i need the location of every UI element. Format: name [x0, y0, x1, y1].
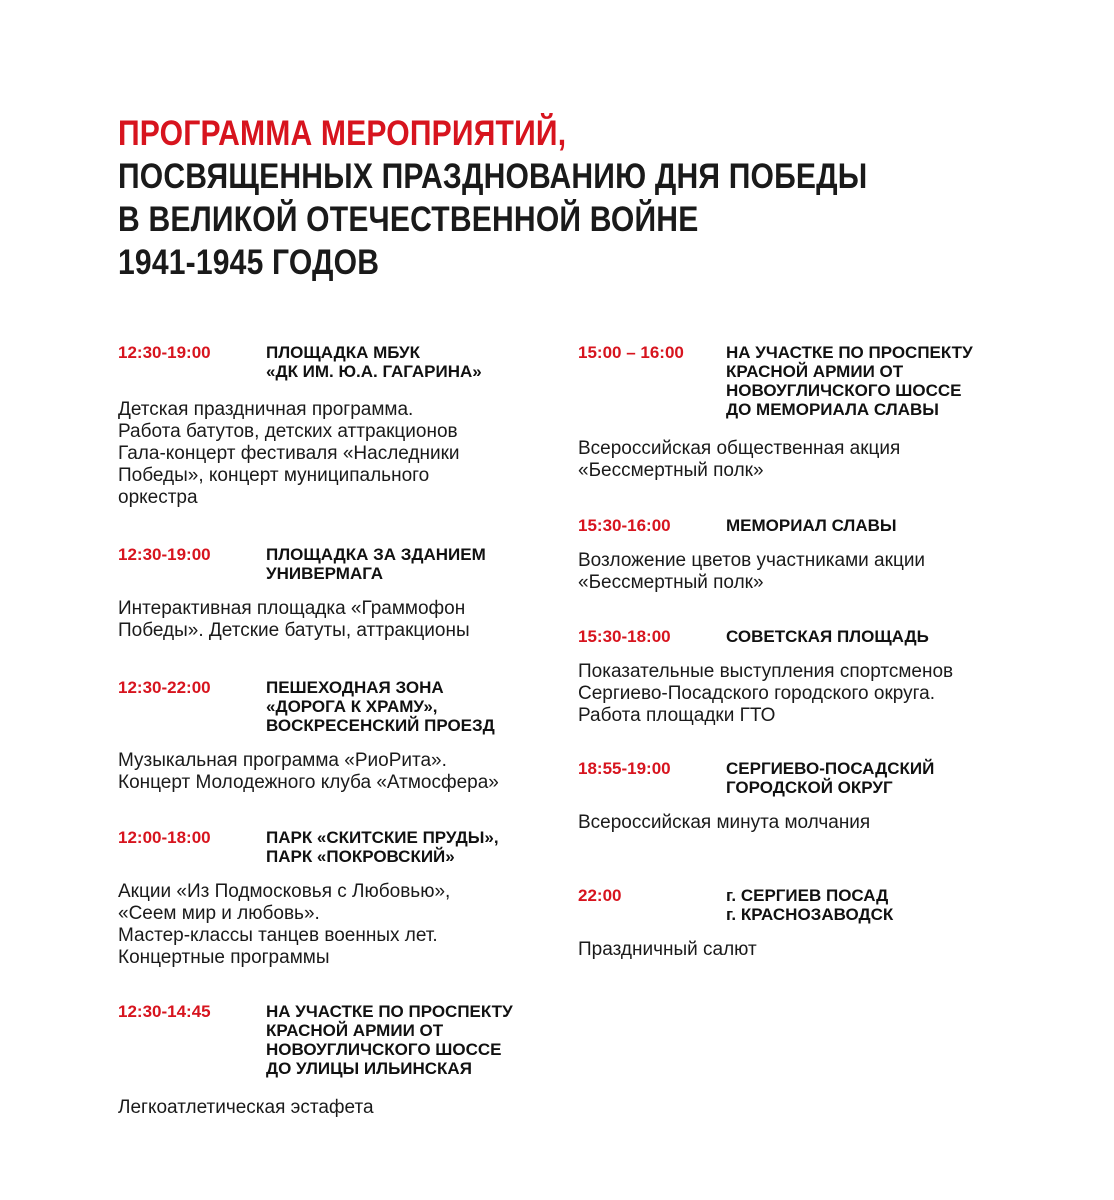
event-place: НА УЧАСТКЕ ПО ПРОСПЕКТУ КРАСНОЙ АРМИИ ОТ НОВОУГЛИЧСКОГО ШОССЕ ДО МЕМОРИАЛА СЛАВЫ [726, 343, 973, 419]
event-description: Всероссийская минута молчания [578, 812, 871, 833]
event-item [118, 343, 568, 509]
event-time: 12:30-22:00 [118, 678, 211, 697]
event-time: 15:00 – 16:00 [578, 343, 684, 362]
event-time: 12:30-19:00 [118, 343, 211, 362]
event-description: Интерактивная площадка «Граммофон Победы». Детские батуты, аттракционы [118, 598, 470, 641]
event-item [118, 828, 568, 969]
event-description: Возложение цветов участниками акции «Бессмертный полк» [578, 550, 926, 593]
event-time: 12:00-18:00 [118, 828, 211, 847]
event-item [578, 759, 1028, 834]
event-time: 12:30-14:45 [118, 1002, 211, 1021]
event-place: СОВЕТСКАЯ ПЛОЩАДЬ [726, 627, 929, 646]
event-time: 12:30-19:00 [118, 545, 211, 564]
event-place: НА УЧАСТКЕ ПО ПРОСПЕКТУ КРАСНОЙ АРМИИ ОТ НОВОУГЛИЧСКОГО ШОССЕ ДО УЛИЦЫ ИЛЬИНСКАЯ [266, 1002, 513, 1078]
event-place: МЕМОРИАЛ СЛАВЫ [726, 516, 897, 535]
event-description: Показательные выступления спортсменов Сергиево-Посадского городского округа. Работа площадки ГТО [578, 661, 954, 726]
event-item [578, 627, 1028, 727]
event-time: 15:30-16:00 [578, 516, 671, 535]
event-description: Всероссийская общественная акция «Бессмертный полк» [578, 438, 901, 481]
event-place: ПАРК «СКИТСКИЕ ПРУДЫ», ПАРК «ПОКРОВСКИЙ» [266, 828, 499, 866]
event-time: 15:30-18:00 [578, 627, 671, 646]
event-place: ПЛОЩАДКА МБУК «ДК ИМ. Ю.А. ГАГАРИНА» [266, 343, 482, 381]
schedule-left-column [118, 343, 568, 1149]
event-place: ПЛОЩАДКА ЗА ЗДАНИЕМ УНИВЕРМАГА [266, 545, 486, 583]
event-place: г. СЕРГИЕВ ПОСАД г. КРАСНОЗАВОДСК [726, 886, 894, 924]
title-line-1: ПРОГРАММА МЕРОПРИЯТИЙ, [118, 114, 567, 153]
title-line-2: ПОСВЯЩЕННЫХ ПРАЗДНОВАНИЮ ДНЯ ПОБЕДЫ [118, 157, 868, 196]
event-description: Музыкальная программа «РиоРита». Концерт Молодежного клуба «Атмосфера» [118, 750, 499, 793]
title-line-4: 1941-1945 ГОДОВ [118, 243, 380, 282]
event-item [578, 516, 1028, 594]
event-place: ПЕШЕХОДНАЯ ЗОНА «ДОРОГА К ХРАМУ», ВОСКРЕСЕНСКИЙ ПРОЕЗД [266, 678, 495, 735]
title-line-3: В ВЕЛИКОЙ ОТЕЧЕСТВЕННОЙ ВОЙНЕ [118, 200, 699, 239]
page-title [118, 112, 867, 284]
event-item [118, 678, 568, 794]
event-item [118, 1002, 568, 1119]
event-description: Праздничный салют [578, 939, 757, 960]
event-time: 22:00 [578, 886, 622, 905]
event-description: Детская праздничная программа. Работа батутов, детских аттракционов Гала-концерт фестиваля «Наследники Победы», концерт муниципального оркестра [118, 399, 460, 508]
event-description: Акции «Из Подмосковья с Любовью», «Сеем мир и любовь». Мастер-классы танцев военных лет. Концертные программы [118, 881, 451, 968]
schedule-right-column [578, 343, 1028, 991]
event-place: СЕРГИЕВО-ПОСАДСКИЙ ГОРОДСКОЙ ОКРУГ [726, 759, 935, 797]
event-item [578, 343, 1028, 482]
event-item [118, 545, 568, 642]
event-description: Легкоатлетическая эстафета [118, 1097, 374, 1118]
event-item [578, 886, 1028, 961]
event-time: 18:55-19:00 [578, 759, 671, 778]
